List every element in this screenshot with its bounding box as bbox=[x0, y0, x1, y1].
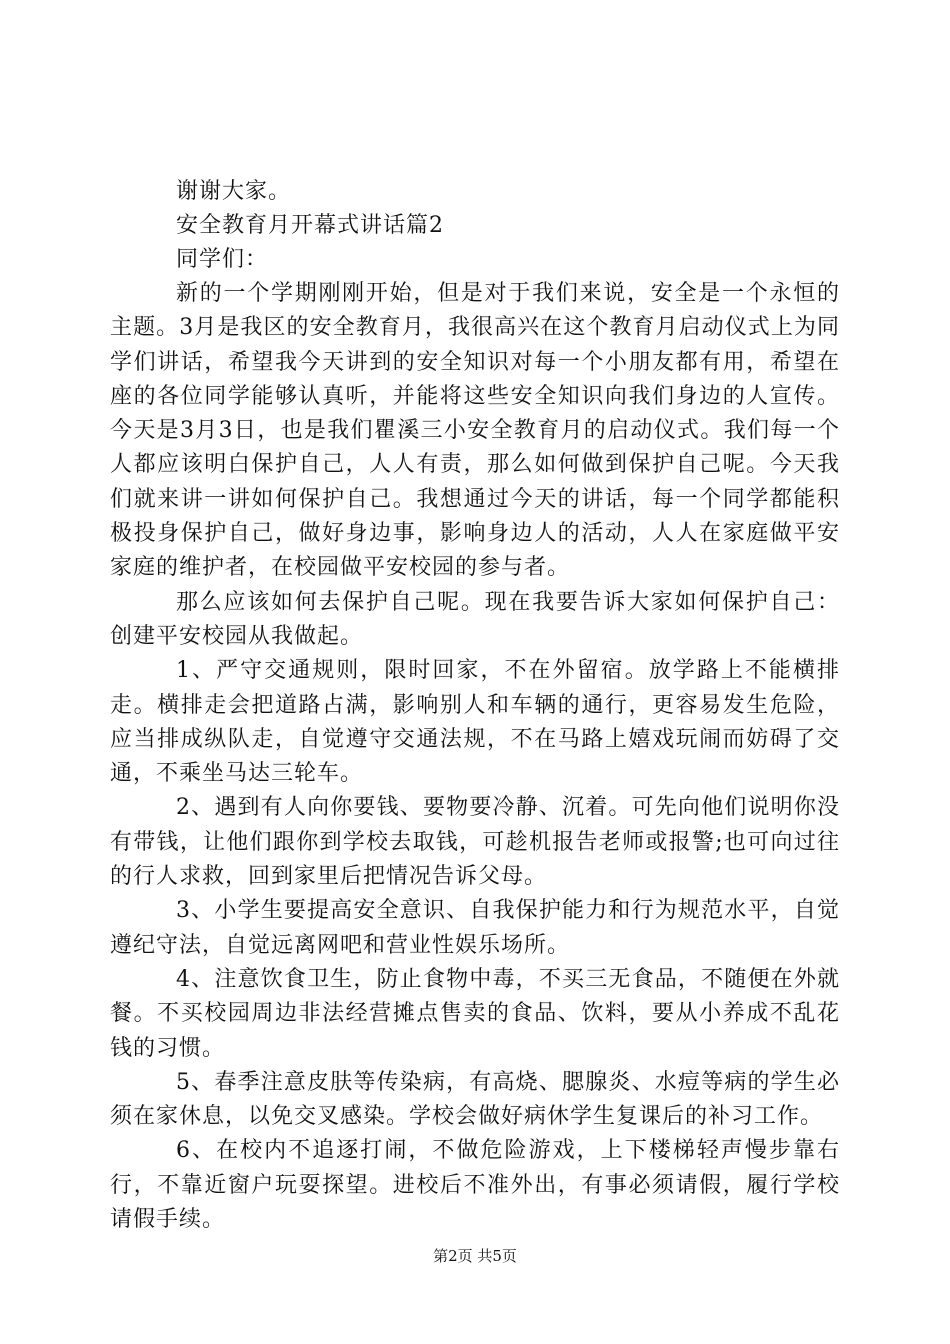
paragraph-item-4: 4、注意饮食卫生，防止食物中毒，不买三无食品，不随便在外就餐。不买校园周边非法经营摊点售卖的食品、饮料，要从小养成不乱花钱的习惯。 bbox=[110, 966, 840, 1061]
document-body bbox=[110, 175, 840, 1237]
paragraph-intro: 新的一个学期刚刚开始，但是对于我们来说，安全是一个永恒的主题。3月是我区的安全教育月，我很高兴在这个教育月启动仪式上为同学们讲话，希望我今天讲到的安全知识对每一个小朋友都有用，希望在座的各位同学能够认真听，并能将这些安全知识向我们身边的人宣传。今天是3月3日，也是我们瞿溪三小安全教育月的启动仪式。我们每一个人都应该明白保护自己，人人有责，那么如何做到保护自己呢。今天我们就来讲一讲如何保护自己。我想通过今天的讲话，每一个同学都能积极投身保护自己，做好身边事，影响身边人的活动，人人在家庭做平安家庭的维护者，在校园做平安校园的参与者。 bbox=[110, 281, 840, 581]
paragraph-item-2: 2、遇到有人向你要钱、要物要冷静、沉着。可先向他们说明你没有带钱，让他们跟你到学校去取钱，可趁机报告老师或报警;也可向过往的行人求救，回到家里后把情况告诉父母。 bbox=[110, 795, 840, 890]
paragraph-item-6: 6、在校内不追逐打闹，不做危险游戏，上下楼梯轻声慢步靠右行，不靠近窗户玩耍探望。进校后不准外出，有事必须请假，履行学校请假手续。 bbox=[110, 1138, 840, 1233]
page-number-footer: 第2页 共5页 bbox=[433, 1247, 517, 1265]
paragraph-item-3: 3、小学生要提高安全意识、自我保护能力和行为规范水平，自觉遵纪守法，自觉远离网吧和营业性娱乐场所。 bbox=[110, 898, 840, 958]
section-heading: 安全教育月开幕式讲话篇2 bbox=[176, 213, 444, 238]
paragraph-item-1: 1、严守交通规则，限时回家，不在外留宿。放学路上不能横排走。横排走会把道路占满，影响别人和车辆的通行，更容易发生危险，应当排成纵队走，自觉遵守交通法规，不在马路上嬉戏玩闹而妨碍了交通，不乘坐马达三轮车。 bbox=[110, 658, 840, 787]
paragraph-how-to: 那么应该如何去保护自己呢。现在我要告诉大家如何保护自己：创建平安校园从我做起。 bbox=[110, 589, 840, 649]
closing-line: 谢谢大家。 bbox=[176, 179, 292, 204]
greeting-line: 同学们： bbox=[176, 247, 269, 272]
paragraph-item-5: 5、春季注意皮肤等传染病，有高烧、腮腺炎、水痘等病的学生必须在家休息，以免交叉感染。学校会做好病休学生复课后的补习工作。 bbox=[110, 1069, 840, 1130]
